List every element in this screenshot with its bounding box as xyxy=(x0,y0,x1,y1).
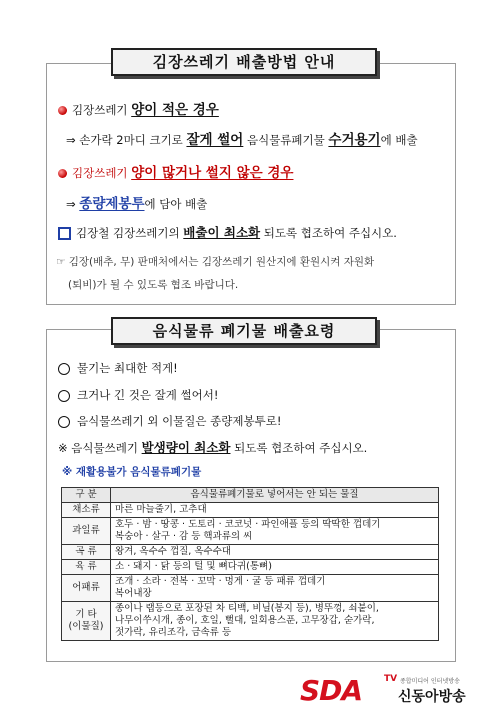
rule-3-text: 음식물쓰레기 외 이물질은 종량제봉투로! xyxy=(77,414,282,428)
large-amount-item xyxy=(58,161,293,181)
item2-emphasis: 양이 많거나 썰지 않은 경우 xyxy=(131,165,294,181)
logo-name: 신동아방송 xyxy=(398,689,466,705)
table-cell-items: 마른 마늘줄기, 고추대 xyxy=(111,503,439,518)
item1-emphasis: 양이 적은 경우 xyxy=(131,102,219,118)
logo-brand: SDA xyxy=(300,674,363,707)
table-row xyxy=(62,503,439,518)
table-cell-items: 호두 · 밤 · 땅콩 · 도토리 · 코코넛 · 파인애플 등의 딱딱한 껍데기 복숭아 · 살구 · 감 등 핵과류의 씨 xyxy=(111,518,439,545)
food-minimize-notice xyxy=(58,438,367,456)
item1-detail-emphasis2: 수거용기 xyxy=(328,132,381,148)
table-cell-category: 육 류 xyxy=(62,560,111,575)
small-amount-detail xyxy=(66,128,418,148)
table-cell-items: 조개 · 소라 · 전복 · 꼬막 · 멍게 · 굴 등 패류 껍데기 복어내장 xyxy=(111,575,439,602)
table-row xyxy=(62,518,439,545)
broadcaster-logo xyxy=(300,672,470,708)
item1-detail-post: 에 배출 xyxy=(380,133,418,147)
table-cell-category: 어패류 xyxy=(62,575,111,602)
item2-detail-post: 에 담아 배출 xyxy=(144,197,208,211)
logo-tv: TV xyxy=(384,674,398,684)
rule-2 xyxy=(58,387,218,403)
item2-detail-emphasis: 종량제봉투 xyxy=(79,196,145,212)
item1-detail-pre: ⇒ 손가락 2마디 크기로 xyxy=(66,133,187,147)
disposal-guide-title: 김장쓰레기 배출방법 안내 xyxy=(111,48,377,76)
table-row xyxy=(62,560,439,575)
circle-bullet-icon xyxy=(58,390,70,402)
table-cell-items: 왕겨, 옥수수 껍질, 옥수수대 xyxy=(111,545,439,560)
tip-line-1: ☞ 김장(배추, 무) 판매처에서는 김장쓰레기 원산지에 환원시켜 자원화 xyxy=(56,256,375,268)
rule-1-text: 물기는 최대한 적게! xyxy=(77,361,178,375)
food-notice-post: 되도록 협조하여 주십시오. xyxy=(230,441,368,455)
circle-bullet-icon xyxy=(58,363,70,375)
table-row xyxy=(62,602,439,641)
table-cell-category: 곡 류 xyxy=(62,545,111,560)
table-cell-category: 채소류 xyxy=(62,503,111,518)
table-header-items: 음식물류폐기물로 넣어서는 안 되는 물질 xyxy=(111,488,439,503)
notice-emphasis: 배출이 최소화 xyxy=(183,225,261,240)
rule-1 xyxy=(58,360,178,376)
notice-post: 되도록 협조하여 주십시오. xyxy=(260,226,397,240)
food-notice-emphasis: 발생량이 최소화 xyxy=(141,440,231,455)
red-bullet-icon xyxy=(58,106,67,115)
table-cell-items: 소 · 돼지 · 닭 등의 털 및 뼈다귀(통뼈) xyxy=(111,560,439,575)
rule-2-text: 크거나 긴 것은 잘게 썰어서! xyxy=(77,388,219,402)
item2-prefix: 김장쓰레기 xyxy=(72,166,132,180)
table-cell-category: 과일류 xyxy=(62,518,111,545)
food-notice-pre: ※ 음식물쓰레기 xyxy=(58,441,142,455)
minimize-notice xyxy=(58,223,397,241)
logo-tagline: 종합미디어 인터넷방송 xyxy=(400,678,460,685)
rule-3 xyxy=(58,413,281,429)
table-header-category: 구 분 xyxy=(62,488,111,503)
circle-bullet-icon xyxy=(58,416,70,428)
checkbox-square-icon xyxy=(58,227,71,240)
item1-prefix: 김장쓰레기 xyxy=(72,103,132,117)
table-cell-category: 기 타 (이물질) xyxy=(62,602,111,641)
notice-pre: 김장철 김장쓰레기의 xyxy=(76,226,184,240)
table-row xyxy=(62,545,439,560)
non-recyclable-table xyxy=(61,487,439,641)
non-recyclable-heading: ※ 재활용불가 음식물류폐기물 xyxy=(62,466,202,478)
large-amount-detail xyxy=(66,192,207,212)
tip-line-2: (퇴비)가 될 수 있도록 협조 바랍니다. xyxy=(68,279,239,291)
food-waste-guide-title: 음식물류 폐기물 배출요령 xyxy=(111,317,377,345)
table-header-row xyxy=(62,488,439,503)
table-cell-items: 종이나 랩등으로 포장된 차 티백, 비닐(봉지 등), 병뚜껑, 쇠붙이, 나무이쑤시개, 종이, 호일, 뻘대, 일회용스푼, 고무장갑, 숟가락, 젓가락, 유리조각, 금속류 등 xyxy=(111,602,439,641)
small-amount-item xyxy=(58,98,219,118)
red-bullet-icon xyxy=(58,169,67,178)
item1-detail-mid: 음식물류폐기물 xyxy=(243,133,329,147)
item1-detail-emphasis1: 잘게 썰어 xyxy=(186,132,244,148)
table-row xyxy=(62,575,439,602)
item2-detail-pre: ⇒ xyxy=(66,197,80,211)
